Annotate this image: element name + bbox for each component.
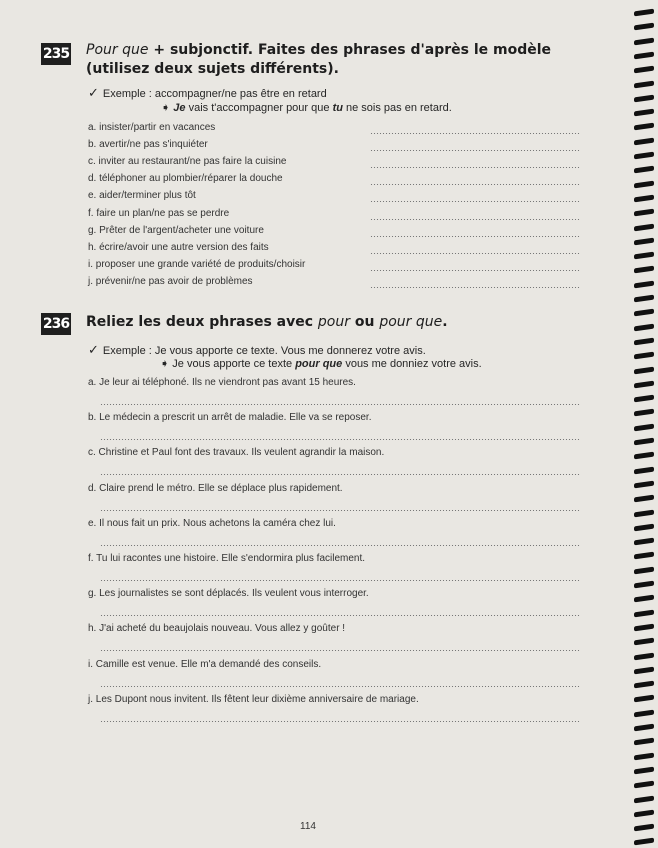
list-item: h. écrire/avoir une autre version des faits [88, 241, 269, 253]
list-item: d. Claire prend le métro. Elle se déplace plus rapidement. [88, 482, 343, 494]
answer-line[interactable] [370, 167, 580, 168]
list-item: j. prévenir/ne pas avoir de problèmes [88, 275, 253, 287]
exercise-number-236: 236 [41, 313, 71, 335]
binding-ring [634, 295, 654, 303]
example-prompt: accompagner/ne pas être en retard [154, 88, 327, 100]
list-item: i. Camille est venue. Elle m'a demandé des conseils. [88, 658, 322, 670]
answer-line[interactable] [100, 615, 580, 616]
binding-ring [634, 395, 654, 403]
list-item: h. J'ai acheté du beaujolais nouveau. Vous allez y goûter ! [88, 623, 346, 635]
answer-line[interactable] [370, 253, 580, 254]
answer-line[interactable] [370, 287, 580, 288]
binding-ring [634, 366, 654, 374]
binding-ring [634, 166, 654, 174]
binding-ring [634, 595, 654, 603]
example-answer: ➧ Je vous apporte ce texte pour que vous me donniez votre avis. [160, 358, 482, 370]
example-label: Exemple : [102, 345, 152, 357]
binding-ring [634, 94, 654, 102]
binding-ring [634, 438, 654, 446]
binding-ring [634, 380, 654, 388]
binding-ring [634, 623, 654, 631]
list-item: d. téléphoner au plombier/réparer la douche [88, 173, 283, 185]
exercise-236-example [88, 343, 558, 373]
binding-ring [634, 781, 654, 789]
spiral-binding [628, 0, 658, 848]
exercise-236-title: Reliez les deux phrases avec pour ou pour que. [86, 314, 448, 330]
title-italic: Pour que [86, 42, 149, 58]
answer-line[interactable] [100, 404, 580, 405]
list-item: b. Le médecin a prescrit un arrêt de maladie. Elle va se reposer. [88, 412, 372, 424]
title-line-2: (utilisez deux sujets différents). [86, 61, 339, 77]
binding-ring [634, 452, 654, 460]
binding-ring [634, 237, 654, 245]
list-item: a. insister/partir en vacances [88, 122, 216, 133]
list-item: g. Prêter de l'argent/acheter une voiture [88, 224, 264, 236]
binding-ring [634, 581, 654, 589]
list-item: f. faire un plan/ne pas se perdre [88, 207, 230, 219]
binding-ring [634, 323, 654, 331]
binding-ring [634, 66, 654, 74]
list-item: c. inviter au restaurant/ne pas faire la cuisine [88, 156, 287, 168]
binding-ring [634, 423, 654, 431]
binding-ring [634, 352, 654, 360]
exercise-number-235: 235 [41, 43, 71, 65]
answer-line[interactable] [100, 686, 580, 687]
binding-ring [634, 681, 654, 689]
title-rest: + subjonctif. Faites des phrases d'après le modèle [153, 42, 552, 58]
binding-ring [634, 552, 654, 560]
binding-ring [634, 523, 654, 531]
binding-ring [634, 109, 654, 117]
example-prompt: Je vous apporte ce texte. Vous me donnerez votre avis. [154, 345, 426, 357]
binding-ring [634, 194, 654, 202]
binding-ring [634, 809, 654, 817]
binding-ring [634, 466, 654, 474]
binding-ring [634, 766, 654, 774]
arrow-icon: ➧ [161, 102, 171, 114]
page-number: 114 [300, 821, 316, 832]
binding-ring [634, 609, 654, 617]
arrow-icon: ➧ [160, 358, 170, 370]
binding-ring [634, 509, 654, 517]
binding-ring [634, 309, 654, 317]
list-item: g. Les journalistes se sont déplacés. Ils veulent vous interroger. [88, 588, 369, 600]
answer-line[interactable] [100, 650, 580, 651]
binding-ring [634, 838, 654, 846]
binding-ring [634, 280, 654, 288]
binding-ring [634, 80, 654, 88]
binding-ring [634, 37, 654, 45]
answer-line[interactable] [370, 133, 580, 134]
answer-line[interactable] [100, 510, 580, 511]
binding-ring [634, 538, 654, 546]
binding-ring [634, 51, 654, 59]
binding-ring [634, 137, 654, 145]
answer-line[interactable] [370, 219, 580, 220]
binding-ring [634, 209, 654, 217]
binding-ring [634, 266, 654, 274]
binding-ring [634, 795, 654, 803]
list-item: j. Les Dupont nous invitent. Ils fêtent leur dixième anniversaire de mariage. [88, 693, 419, 705]
answer-line[interactable] [100, 439, 580, 440]
list-item: e. Il nous fait un prix. Nous achetons la caméra chez lui. [88, 517, 336, 529]
binding-ring [634, 709, 654, 717]
binding-ring [634, 738, 654, 746]
example-answer: ➧ Je vais t'accompagner pour que tu ne sois pas en retard. [161, 102, 452, 114]
binding-ring [634, 9, 654, 17]
binding-ring [634, 337, 654, 345]
list-item: e. aider/terminer plus tôt [88, 190, 196, 202]
binding-ring [634, 480, 654, 488]
exercise-235-example [88, 86, 548, 116]
binding-ring [634, 223, 654, 231]
binding-ring [634, 666, 654, 674]
binding-ring [634, 824, 654, 832]
answer-line[interactable] [370, 201, 580, 202]
binding-ring [634, 638, 654, 646]
list-item: i. proposer une grande variété de produits/choisir [88, 258, 306, 270]
example-label: Exemple : [102, 88, 152, 100]
binding-ring [634, 566, 654, 574]
binding-ring [634, 409, 654, 417]
binding-ring [634, 152, 654, 160]
list-item: b. avertir/ne pas s'inquiéter [88, 139, 208, 151]
binding-ring [634, 695, 654, 703]
binding-ring [634, 23, 654, 31]
list-item: a. Je leur ai téléphoné. Ils ne viendront pas avant 15 heures. [88, 377, 356, 388]
answer-line[interactable] [100, 580, 580, 581]
checkmark-icon: ✓ [88, 85, 99, 100]
checkmark-icon: ✓ [88, 342, 99, 357]
answer-line[interactable] [100, 721, 580, 722]
binding-ring [634, 752, 654, 760]
answer-line[interactable] [370, 150, 580, 151]
binding-ring [634, 252, 654, 260]
binding-ring [634, 495, 654, 503]
exercise-235-title [86, 41, 551, 79]
binding-ring [634, 180, 654, 188]
answer-line[interactable] [100, 474, 580, 475]
answer-line[interactable] [370, 270, 580, 271]
binding-ring [634, 123, 654, 131]
answer-line[interactable] [100, 545, 580, 546]
binding-ring [634, 652, 654, 660]
answer-line[interactable] [370, 236, 580, 237]
list-item: f. Tu lui racontes une histoire. Elle s'endormira plus facilement. [88, 553, 366, 564]
answer-line[interactable] [370, 184, 580, 185]
binding-ring [634, 724, 654, 732]
list-item: c. Christine et Paul font des travaux. Ils veulent agrandir la maison. [88, 447, 385, 459]
